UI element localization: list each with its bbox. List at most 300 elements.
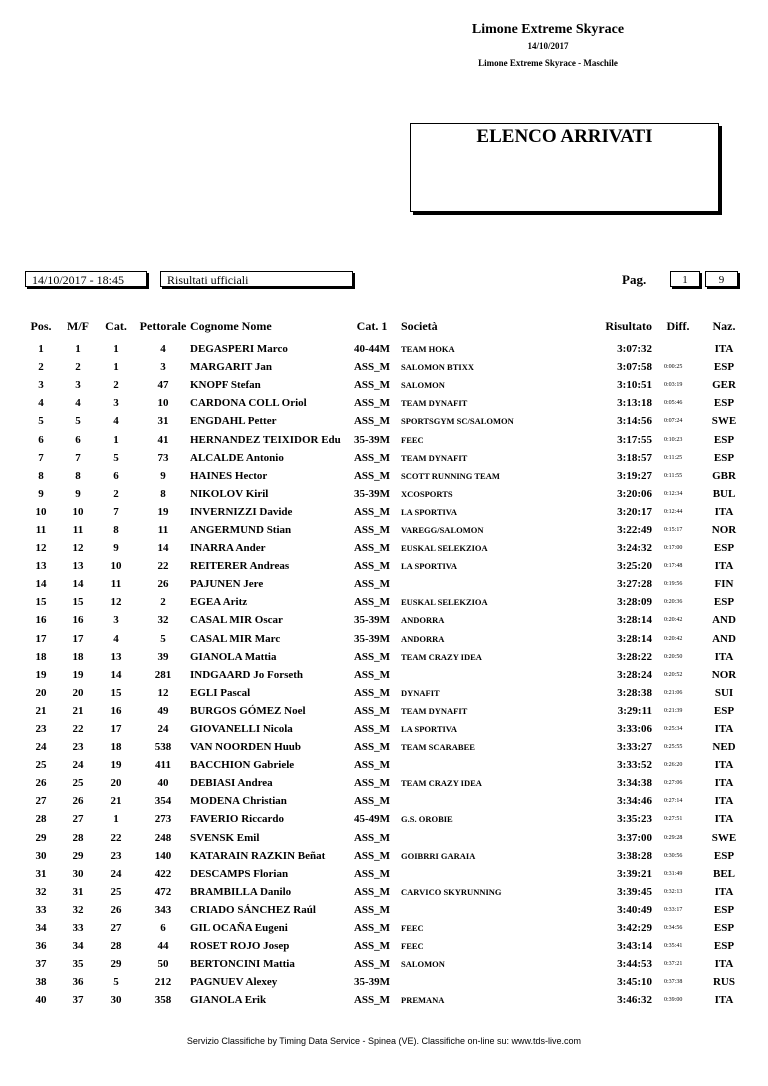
cell-cat: 5 xyxy=(113,451,119,464)
cell-gap: 0:39:00 xyxy=(664,997,683,1004)
cell-nation: NED xyxy=(712,741,736,754)
cell-athlete-name: BERTONCINI Mattia xyxy=(190,958,295,971)
cell-mf: 11 xyxy=(72,523,84,536)
cell-athlete-name: DESCAMPS Florian xyxy=(190,867,289,880)
cell-mf: 14 xyxy=(72,578,84,591)
cell-athlete-name: CARDONA COLL Oriol xyxy=(190,397,307,410)
cell-cat: 30 xyxy=(110,994,122,1007)
cell-club: XCOSPORTS xyxy=(401,488,453,499)
cell-club: EUSKAL SELEKZIOA xyxy=(401,543,488,554)
cell-athlete-name: HAINES Hector xyxy=(190,469,268,482)
page-total: 9 xyxy=(705,271,738,287)
table-row xyxy=(22,648,744,666)
cell-pos: 4 xyxy=(38,397,44,410)
cell-pos: 24 xyxy=(35,741,47,754)
cell-athlete-name: PAGNUEV Alexey xyxy=(190,976,278,989)
cell-cat1: ASS_M xyxy=(353,397,391,410)
cell-cat1: 35-39M xyxy=(353,632,391,645)
cell-gap: 0:03:19 xyxy=(664,382,683,389)
cell-club: SCOTT RUNNING TEAM xyxy=(401,470,500,481)
cell-result: 3:28:24 xyxy=(617,668,652,681)
cell-club xyxy=(396,865,596,883)
cell-gap: 0:17:48 xyxy=(664,563,683,570)
cell-gap: 0:25:55 xyxy=(664,744,683,751)
cell-club: TEAM CRAZY IDEA xyxy=(401,778,482,789)
cell-bib: 22 xyxy=(157,560,169,573)
cell-gap: 0:27:51 xyxy=(664,816,683,823)
cell-mf: 1 xyxy=(75,343,81,356)
cell-athlete-name: GIANOLA Mattia xyxy=(190,650,277,663)
cell-mf: 23 xyxy=(72,741,84,754)
cell-pos: 21 xyxy=(35,704,47,717)
cell-mf: 17 xyxy=(72,632,84,645)
cell-club xyxy=(396,792,596,810)
cell-gap: 0:35:41 xyxy=(664,943,683,950)
results-list-title: ELENCO ARRIVATI xyxy=(476,126,653,147)
table-row xyxy=(22,829,744,847)
cell-athlete-name: REITERER Andreas xyxy=(190,560,290,573)
cell-bib: 140 xyxy=(154,849,172,862)
cell-cat1: ASS_M xyxy=(353,505,391,518)
cell-cat: 28 xyxy=(110,940,122,953)
cell-gap: 0:33:17 xyxy=(664,906,683,913)
cell-cat1: 35-39M xyxy=(353,433,391,446)
cell-nation: ITA xyxy=(714,343,734,356)
cell-nation: ESP xyxy=(713,903,735,916)
cell-result: 3:46:32 xyxy=(617,994,652,1007)
cell-athlete-name: INDGAARD Jo Forseth xyxy=(190,668,304,681)
cell-cat: 10 xyxy=(110,560,122,573)
cell-result: 3:28:22 xyxy=(617,650,652,663)
cell-bib: 9 xyxy=(160,469,166,482)
cell-gap: 0:32:13 xyxy=(664,888,683,895)
cell-cat1: ASS_M xyxy=(353,849,391,862)
results-table xyxy=(22,318,744,1009)
cell-mf: 28 xyxy=(72,831,84,844)
cell-cat1: ASS_M xyxy=(353,361,391,374)
table-row xyxy=(22,503,744,521)
cell-bib: 49 xyxy=(157,704,169,717)
cell-cat: 22 xyxy=(110,831,122,844)
cell-athlete-name: CASAL MIR Oscar xyxy=(190,614,283,627)
cell-pos: 17 xyxy=(35,632,47,645)
cell-athlete-name: BRAMBILLA Danilo xyxy=(190,885,292,898)
cell-bib: 248 xyxy=(154,831,172,844)
cell-club xyxy=(396,756,596,774)
cell-pos: 8 xyxy=(38,469,44,482)
cell-mf: 31 xyxy=(72,885,84,898)
cell-athlete-name: CRIADO SÁNCHEZ Raúl xyxy=(190,903,316,916)
cell-gap: 0:30:56 xyxy=(664,852,683,859)
cell-gap: 0:27:06 xyxy=(664,780,683,787)
cell-pos: 18 xyxy=(35,650,47,663)
table-row xyxy=(22,702,744,720)
cell-mf: 12 xyxy=(72,542,84,555)
cell-result: 3:38:28 xyxy=(617,849,652,862)
cell-result: 3:45:10 xyxy=(617,976,652,989)
cell-cat1: ASS_M xyxy=(353,523,391,536)
cell-pos: 23 xyxy=(35,723,47,736)
cell-bib: 212 xyxy=(154,976,172,989)
cell-nation: AND xyxy=(712,632,736,645)
cell-mf: 37 xyxy=(72,994,84,1007)
cell-athlete-name: HERNANDEZ TEIXIDOR Edu xyxy=(190,433,341,446)
cell-result: 3:43:14 xyxy=(617,940,652,953)
cell-cat: 1 xyxy=(113,813,119,826)
cell-mf: 7 xyxy=(75,451,81,464)
cell-gap: 0:26:20 xyxy=(664,762,683,769)
cell-mf: 21 xyxy=(72,704,84,717)
cell-athlete-name: ALCALDE Antonio xyxy=(190,451,284,464)
cell-cat: 24 xyxy=(110,867,122,880)
cell-cat: 29 xyxy=(110,958,122,971)
cell-gap: 0:10:23 xyxy=(664,436,683,443)
cell-pos: 19 xyxy=(35,668,47,681)
cell-gap: 0:12:44 xyxy=(664,508,683,515)
cell-pos: 3 xyxy=(38,379,44,392)
cell-pos: 34 xyxy=(35,922,47,935)
cell-cat: 6 xyxy=(113,469,119,482)
cell-cat1: ASS_M xyxy=(353,596,391,609)
cell-cat1: ASS_M xyxy=(353,994,391,1007)
cell-cat: 12 xyxy=(110,596,122,609)
cell-result: 3:35:23 xyxy=(617,813,652,826)
cell-nation: NOR xyxy=(711,668,737,681)
cell-mf: 8 xyxy=(75,469,81,482)
cell-cat1: ASS_M xyxy=(353,578,391,591)
cell-pos: 11 xyxy=(35,523,47,536)
cell-bib: 39 xyxy=(157,650,169,663)
cell-mf: 30 xyxy=(72,867,84,880)
cell-cat: 1 xyxy=(113,343,119,356)
cell-nation: ESP xyxy=(713,451,735,464)
table-row xyxy=(22,430,744,448)
cell-cat: 18 xyxy=(110,741,122,754)
cell-cat: 4 xyxy=(113,632,119,645)
cell-mf: 25 xyxy=(72,777,84,790)
event-subtitle: Limone Extreme Skyrace - Maschile xyxy=(478,58,618,68)
title-box xyxy=(410,123,719,212)
cell-nation: SUI xyxy=(714,686,734,699)
cell-mf: 22 xyxy=(72,723,84,736)
cell-mf: 27 xyxy=(72,813,84,826)
col-club: Società xyxy=(401,318,438,333)
cell-mf: 26 xyxy=(72,795,84,808)
cell-cat: 7 xyxy=(113,505,119,518)
cell-club: TEAM DYNAFIT xyxy=(401,452,468,463)
cell-result: 3:29:11 xyxy=(617,704,652,717)
cell-pos: 38 xyxy=(35,976,47,989)
cell-cat1: ASS_M xyxy=(353,686,391,699)
cell-pos: 28 xyxy=(35,813,47,826)
cell-club: ANDORRA xyxy=(401,633,445,644)
cell-result: 3:39:45 xyxy=(617,885,652,898)
cell-nation: BUL xyxy=(712,487,736,500)
cell-cat: 1 xyxy=(113,361,119,374)
cell-bib: 411 xyxy=(155,759,171,772)
cell-club xyxy=(396,666,596,684)
cell-gap: 0:31:49 xyxy=(664,870,683,877)
cell-cat1: ASS_M xyxy=(353,940,391,953)
cell-cat: 8 xyxy=(113,523,119,536)
cell-pos: 12 xyxy=(35,542,47,555)
cell-mf: 3 xyxy=(75,379,81,392)
cell-result: 3:42:29 xyxy=(617,922,652,935)
cell-bib: 40 xyxy=(157,777,169,790)
cell-club: FEEC xyxy=(401,923,424,934)
cell-nation: ESP xyxy=(713,361,735,374)
cell-bib: 44 xyxy=(157,940,169,953)
cell-nation: SWE xyxy=(711,831,737,844)
cell-athlete-name: ANGERMUND Stian xyxy=(190,523,292,536)
cell-gap: 0:21:39 xyxy=(664,707,683,714)
cell-pos: 7 xyxy=(38,451,44,464)
cell-cat: 19 xyxy=(110,759,122,772)
cell-cat1: 40-44M xyxy=(353,343,391,356)
cell-result: 3:28:38 xyxy=(617,686,652,699)
cell-nation: FIN xyxy=(714,578,734,591)
cell-mf: 34 xyxy=(72,940,84,953)
cell-result: 3:20:17 xyxy=(617,505,652,518)
cell-cat1: ASS_M xyxy=(353,723,391,736)
cell-athlete-name: ROSET ROJO Josep xyxy=(190,940,290,953)
cell-result: 3:33:52 xyxy=(617,759,652,772)
cell-athlete-name: PAJUNEN Jere xyxy=(190,578,264,591)
cell-club xyxy=(396,829,596,847)
cell-gap: 0:07:24 xyxy=(664,418,683,425)
cell-bib: 19 xyxy=(157,505,169,518)
cell-gap: 0:34:56 xyxy=(664,925,683,932)
cell-club: VAREGG/SALOMON xyxy=(401,524,484,535)
table-row xyxy=(22,720,744,738)
cell-gap: 0:11:25 xyxy=(664,454,683,461)
cell-club: LA SPORTIVA xyxy=(401,506,457,517)
cell-gap: 0:00:25 xyxy=(664,364,683,371)
table-row xyxy=(22,593,744,611)
cell-mf: 24 xyxy=(72,759,84,772)
cell-cat1: ASS_M xyxy=(353,704,391,717)
cell-cat1: 35-39M xyxy=(353,487,391,500)
cell-pos: 1 xyxy=(38,343,44,356)
cell-gap: 0:37:38 xyxy=(664,979,683,986)
cell-club: SALOMON xyxy=(401,380,445,391)
cell-nation: ESP xyxy=(713,849,735,862)
cell-athlete-name: GIANOLA Erik xyxy=(190,994,267,1007)
cell-result: 3:37:00 xyxy=(617,831,652,844)
col-bib: Pettorale xyxy=(139,318,187,333)
cell-cat: 25 xyxy=(110,885,122,898)
cell-nation: ESP xyxy=(713,704,735,717)
table-row xyxy=(22,883,744,901)
cell-result: 3:17:55 xyxy=(617,433,652,446)
cell-cat1: 35-39M xyxy=(353,614,391,627)
cell-mf: 29 xyxy=(72,849,84,862)
cell-mf: 6 xyxy=(75,433,81,446)
cell-mf: 5 xyxy=(75,415,81,428)
col-cat: Cat. xyxy=(105,318,127,333)
cell-nation: ITA xyxy=(714,777,734,790)
cell-nation: ITA xyxy=(714,795,734,808)
cell-cat1: ASS_M xyxy=(353,668,391,681)
cell-cat1: ASS_M xyxy=(353,560,391,573)
cell-pos: 2 xyxy=(38,361,44,374)
cell-club: TEAM DYNAFIT xyxy=(401,398,468,409)
cell-pos: 29 xyxy=(35,831,47,844)
cell-pos: 33 xyxy=(35,903,47,916)
cell-bib: 358 xyxy=(154,994,172,1007)
cell-nation: ITA xyxy=(714,885,734,898)
cell-club: CARVICO SKYRUNNING xyxy=(401,886,502,897)
table-row xyxy=(22,684,744,702)
cell-result: 3:10:51 xyxy=(617,379,652,392)
cell-result: 3:24:32 xyxy=(617,542,652,555)
cell-club: SALOMON BTIXX xyxy=(401,362,474,373)
cell-gap: 0:17:00 xyxy=(664,545,683,552)
cell-bib: 2 xyxy=(160,596,166,609)
cell-pos: 40 xyxy=(35,994,47,1007)
cell-gap: 0:25:34 xyxy=(664,726,683,733)
table-row xyxy=(22,611,744,629)
cell-mf: 10 xyxy=(72,505,84,518)
cell-gap: 0:20:36 xyxy=(664,599,683,606)
cell-cat: 3 xyxy=(113,397,119,410)
cell-athlete-name: ENGDAHL Petter xyxy=(190,415,277,428)
cell-pos: 16 xyxy=(35,614,47,627)
cell-club: TEAM DYNAFIT xyxy=(401,705,468,716)
cell-mf: 2 xyxy=(75,361,81,374)
cell-nation: ITA xyxy=(714,650,734,663)
cell-club xyxy=(396,973,596,991)
cell-pos: 36 xyxy=(35,940,47,953)
col-result: Risultato xyxy=(605,318,652,333)
cell-cat1: ASS_M xyxy=(353,777,391,790)
cell-mf: 15 xyxy=(72,596,84,609)
cell-cat: 4 xyxy=(113,415,119,428)
cell-pos: 27 xyxy=(35,795,47,808)
table-row xyxy=(22,738,744,756)
cell-pos: 25 xyxy=(35,759,47,772)
cell-mf: 16 xyxy=(72,614,84,627)
table-row xyxy=(22,340,744,358)
cell-result: 3:40:49 xyxy=(617,903,652,916)
cell-nation: ESP xyxy=(713,542,735,555)
footer: Servizio Classifiche by Timing Data Service - Spinea (VE). Classifiche on-line su: www.tds-live.com xyxy=(186,1036,582,1046)
cell-gap: 0:29:28 xyxy=(664,834,683,841)
cell-nation: NOR xyxy=(711,523,737,536)
cell-result: 3:20:06 xyxy=(617,487,652,500)
cell-bib: 4 xyxy=(160,343,166,356)
cell-nation: ESP xyxy=(713,596,735,609)
cell-gap: 0:20:42 xyxy=(664,635,683,642)
cell-gap: 0:05:46 xyxy=(664,400,683,407)
col-diff: Diff. xyxy=(666,318,690,333)
cell-cat1: ASS_M xyxy=(353,903,391,916)
cell-athlete-name: BACCHION Gabriele xyxy=(190,759,295,772)
cell-athlete-name: VAN NOORDEN Huub xyxy=(190,741,302,754)
cell-athlete-name: INVERNIZZI Davide xyxy=(190,505,293,518)
cell-bib: 50 xyxy=(157,958,169,971)
cell-mf: 4 xyxy=(75,397,81,410)
table-row xyxy=(22,937,744,955)
cell-cat1: ASS_M xyxy=(353,469,391,482)
table-row xyxy=(22,630,744,648)
cell-cat1: ASS_M xyxy=(353,415,391,428)
cell-mf: 20 xyxy=(72,686,84,699)
cell-gap xyxy=(652,340,704,358)
table-row xyxy=(22,521,744,539)
cell-cat1: ASS_M xyxy=(353,379,391,392)
cell-result: 3:13:18 xyxy=(617,397,652,410)
cell-pos: 37 xyxy=(35,958,47,971)
cell-cat: 21 xyxy=(110,795,122,808)
cell-bib: 26 xyxy=(157,578,169,591)
cell-athlete-name: EGLI Pascal xyxy=(190,686,251,699)
cell-bib: 273 xyxy=(154,813,172,826)
cell-pos: 9 xyxy=(38,487,44,500)
cell-nation: ESP xyxy=(713,940,735,953)
cell-club: FEEC xyxy=(401,434,424,445)
cell-athlete-name: NIKOLOV Kiril xyxy=(190,487,269,500)
cell-athlete-name: EGEA Aritz xyxy=(190,596,248,609)
cell-cat1: ASS_M xyxy=(353,451,391,464)
cell-cat: 26 xyxy=(110,903,122,916)
cell-cat: 11 xyxy=(110,578,122,591)
table-row xyxy=(22,810,744,828)
cell-result: 3:07:32 xyxy=(617,343,652,356)
cell-result: 3:44:53 xyxy=(617,958,652,971)
cell-gap: 0:20:50 xyxy=(664,653,683,660)
cell-cat: 2 xyxy=(113,487,119,500)
cell-result: 3:33:27 xyxy=(617,741,652,754)
table-row xyxy=(22,412,744,430)
cell-gap: 0:11:55 xyxy=(664,472,683,479)
cell-cat1: ASS_M xyxy=(353,759,391,772)
cell-athlete-name: FAVERIO Riccardo xyxy=(190,813,285,826)
cell-bib: 73 xyxy=(157,451,169,464)
table-row xyxy=(22,774,744,792)
cell-athlete-name: KNOPF Stefan xyxy=(190,379,261,392)
cell-mf: 36 xyxy=(72,976,84,989)
cell-bib: 31 xyxy=(157,415,169,428)
cell-nation: ESP xyxy=(713,433,735,446)
cell-bib: 6 xyxy=(160,922,166,935)
cell-gap: 0:19:56 xyxy=(664,581,683,588)
cell-result: 3:19:27 xyxy=(617,469,652,482)
cell-cat: 17 xyxy=(110,723,122,736)
cell-cat1: ASS_M xyxy=(353,795,391,808)
cell-club: TEAM HOKA xyxy=(401,344,455,355)
cell-nation: AND xyxy=(712,614,736,627)
cell-athlete-name: KATARAIN RAZKIN Beñat xyxy=(190,849,326,862)
cell-cat1: ASS_M xyxy=(353,958,391,971)
table-row xyxy=(22,394,744,412)
cell-result: 3:28:14 xyxy=(617,614,652,627)
table-row xyxy=(22,792,744,810)
cell-nation: ITA xyxy=(714,560,734,573)
table-row xyxy=(22,666,744,684)
table-row xyxy=(22,575,744,593)
event-date: 14/10/2017 xyxy=(527,41,569,51)
cell-pos: 5 xyxy=(38,415,44,428)
cell-nation: ITA xyxy=(714,958,734,971)
table-row xyxy=(22,449,744,467)
cell-club: LA SPORTIVA xyxy=(401,561,457,572)
cell-cat: 9 xyxy=(113,542,119,555)
cell-club: TEAM SCARABEE xyxy=(401,742,475,753)
cell-result: 3:18:57 xyxy=(617,451,652,464)
cell-result: 3:39:21 xyxy=(617,867,652,880)
cell-mf: 13 xyxy=(72,560,84,573)
